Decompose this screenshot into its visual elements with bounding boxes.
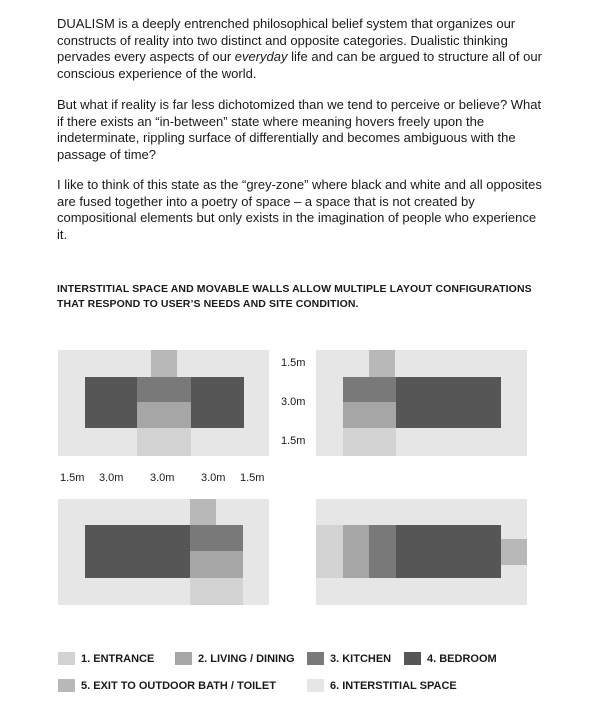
legend-item-kitchen	[307, 652, 391, 665]
layout-configuration-2	[316, 350, 527, 456]
legend-label: 5. EXIT TO OUTDOOR BATH / TOILET	[81, 679, 276, 692]
kitchen	[190, 525, 243, 551]
paragraph-1-text: DUALISM is a deeply entrenched philosophical belief system that organizes our constructs of reality into two distinct and opposite categories. Dualistic thinking pervades every aspects of our	[57, 16, 516, 64]
kitchen	[369, 525, 396, 578]
bedroom	[396, 525, 501, 578]
dimension-horizontal-5: 1.5m	[240, 472, 265, 484]
dimension-vertical-1: 1.5m	[281, 357, 306, 369]
paragraph-1-text-end: life and can be argued to structure all of our conscious experience of the world.	[57, 49, 542, 81]
legend-item-living-dining	[175, 652, 295, 665]
legend-swatch	[307, 679, 324, 692]
dimension-horizontal-3: 3.0m	[150, 472, 175, 484]
legend-item-interstitial-space	[307, 679, 457, 692]
legend-swatch	[175, 652, 192, 665]
legend-label: 4. BEDROOM	[427, 652, 497, 665]
legend-label: 1. ENTRANCE	[81, 652, 155, 665]
dimension-horizontal-1: 1.5m	[60, 472, 85, 484]
dimension-vertical-3: 1.5m	[281, 435, 306, 447]
legend-item-bedroom	[404, 652, 497, 665]
living-dining	[343, 402, 396, 428]
entrance	[137, 428, 191, 456]
exit-outdoor	[151, 350, 177, 377]
legend-item-exit-outdoor	[58, 679, 276, 692]
exit-outdoor	[369, 350, 395, 377]
bedroom	[191, 377, 244, 428]
legend-label: 6. INTERSTITIAL SPACE	[330, 679, 457, 692]
kitchen	[137, 377, 191, 402]
intro-paragraph-2: But what if reality is far less dichotomized than we tend to perceive or believe? What if there exists an “in-between” state where meaning hovers freely upon the indeterminate, rippling surface of differentially and becomes ambiguous with the passage of time?	[57, 97, 542, 162]
exit-outdoor	[501, 539, 527, 565]
bedroom	[85, 377, 137, 428]
living-dining	[137, 402, 191, 428]
entrance	[316, 525, 343, 578]
legend-swatch	[307, 652, 324, 665]
layout-configuration-3	[58, 499, 269, 605]
dimension-horizontal-4: 3.0m	[201, 472, 226, 484]
legend-swatch	[404, 652, 421, 665]
diagram-heading: INTERSTITIAL SPACE AND MOVABLE WALLS ALLOW MULTIPLE LAYOUT CONFIGURATIONS THAT RESPOND TO USER’S NEEDS AND SITE CONDITION.	[57, 283, 532, 310]
bedroom	[396, 377, 501, 428]
legend-label: 3. KITCHEN	[330, 652, 392, 665]
living-dining	[343, 525, 369, 578]
exit-outdoor	[190, 499, 216, 525]
layout-configuration-4	[316, 499, 527, 605]
living-dining	[190, 551, 243, 578]
entrance	[343, 428, 396, 456]
dimension-horizontal-2: 3.0m	[99, 472, 124, 484]
intro-paragraph-3: I like to think of this state as the “grey-zone” where black and white and all opposites are fused together into a poetry of space – a space that is not created by compositional elements but only exists in the imagination of people who experience it.	[57, 177, 542, 242]
layout-configuration-1	[58, 350, 269, 456]
legend-swatch	[58, 652, 75, 665]
legend-item-entrance	[58, 652, 154, 665]
legend-swatch	[58, 679, 75, 692]
entrance	[190, 578, 243, 605]
kitchen	[343, 377, 396, 402]
dimension-vertical-2: 3.0m	[281, 396, 306, 408]
bedroom	[85, 525, 190, 578]
legend-label: 2. LIVING / DINING	[198, 652, 295, 665]
paragraph-1-emphasis: everyday	[234, 49, 288, 64]
